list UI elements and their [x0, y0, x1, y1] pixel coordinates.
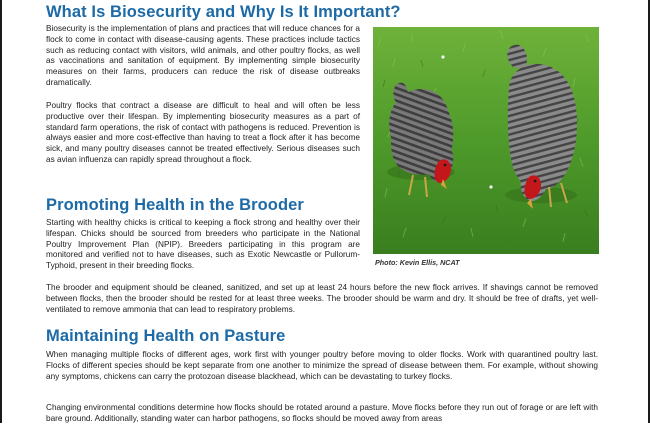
photo-caption: Photo: Kevin Ellis, NCAT — [375, 258, 460, 267]
brooder-paragraph-2: The brooder and equipment should be cleaned, sanitized, and set up at least 24 hours before the new flock arrives. If shavings cannot be removed between flocks, then the brooder should be rested for at least three weeks. The brooder should be warm and dry. It should be free of drafts, yet well-ventilated to remove ammonia that can lead to respiratory problems. — [46, 283, 598, 314]
chickens-photo — [373, 27, 599, 254]
pasture-paragraph-1: When managing multiple flocks of different ages, work first with younger poultry before moving to older flocks. Work with quarantined poultry last. Flocks of different species should be kept separate from one another to minimize the spread of disease between them. For example, without showing any symptoms, chickens can carry the protozoan disease blackhead, which can be devastating to turkey flocks. — [46, 350, 598, 381]
pasture-heading: Maintaining Health on Pasture — [46, 327, 286, 345]
biosecurity-paragraph-2: Poultry flocks that contract a disease are difficult to heal and will often be less productive over their lifespan. By implementing biosecurity measures as a part of standard farm operations, the risk of contact with pathogens is reduced. Prevention is always easier and more cost-effective than having to treat a flock after it has become sick, and many poultry diseases cannot be treated effectively. Serious diseases such as avian influenza can rapidly spread throughout a flock. — [46, 101, 360, 164]
biosecurity-paragraph-1: Biosecurity is the implementation of plans and practices that will reduce chances for a flock to come in contact with disease-causing agents. These practices include tactics such as reducing contact with visitors, wild animals, and other poultry flocks, as well as vaccinations and sanitation of equipment. By implementing simple biosecurity measures on their farms, producers can reduce the risk of disease outbreaks dramatically. — [46, 24, 360, 87]
brooder-paragraph-1: Starting with healthy chicks is critical to keeping a flock strong and healthy over their lifespan. Chicks should be sourced from breeders who participate in the National Poultry Improvement Plan (NPIP). Breeders participating in this program are monitored and verified not to have diseases, such as Exotic Newcastle or Pullorum-Typhoid, present in their breeding flocks. — [46, 218, 360, 270]
biosecurity-heading: What Is Biosecurity and Why Is It Important? — [46, 3, 401, 21]
pasture-paragraph-2: Changing environmental conditions determine how flocks should be rotated around a pasture. Move flocks before they run out of forage or are left with bare ground. Additionally, standing water can harbor pathogens, so flocks should be moved away from areas — [46, 403, 598, 423]
brooder-heading: Promoting Health in the Brooder — [46, 196, 304, 214]
